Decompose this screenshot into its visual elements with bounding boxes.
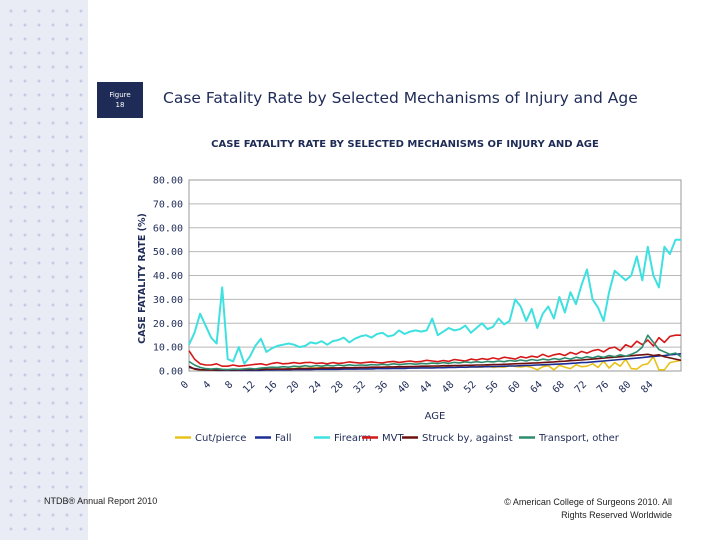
x-tick-label: 28 — [329, 379, 346, 396]
copyright-line-2: Rights Reserved Worldwide — [561, 510, 672, 520]
y-tick-label: 60.00 — [152, 223, 183, 235]
y-tick-label: 40.00 — [152, 271, 183, 282]
figure-label: Figure — [109, 91, 131, 99]
x-tick-label: 20 — [285, 379, 302, 396]
x-tick-label: 36 — [373, 379, 391, 396]
x-tick-label: 60 — [506, 379, 523, 396]
x-tick-label: 52 — [462, 379, 479, 396]
legend-label: Struck by, against — [422, 433, 513, 444]
x-tick-label: 4 — [201, 379, 214, 392]
x-tick-label: 12 — [241, 379, 258, 396]
x-axis-label: AGE — [424, 411, 446, 422]
y-tick-label: 80.00 — [152, 175, 183, 187]
footer-report-name: NTDB® Annual Report 2010 — [44, 496, 158, 506]
footer-copyright — [460, 496, 672, 522]
figure-number: 18 — [115, 101, 125, 109]
x-tick-label: 40 — [395, 379, 413, 396]
y-tick-label: 30.00 — [152, 294, 183, 306]
x-tick-label: 68 — [550, 379, 568, 396]
copyright-line-1: © American College of Surgeons 2010. All — [504, 497, 672, 507]
chart-title: CASE FATALITY RATE BY SELECTED MECHANISMS OF INJURY AND AGE — [211, 139, 599, 150]
x-tick-label: 80 — [617, 379, 634, 396]
slide-title: Case Fatality Rate by Selected Mechanisms of Injury and Age — [163, 89, 638, 107]
series-line — [189, 240, 681, 364]
x-tick-label: 72 — [572, 379, 590, 396]
legend-label: Fall — [275, 433, 292, 444]
legend-label: Firearm — [334, 433, 372, 444]
x-tick-label: 0 — [179, 379, 192, 392]
x-tick-label: 16 — [263, 379, 280, 396]
y-tick-label: 20.00 — [152, 318, 183, 330]
y-axis-label: CASE FATALITY RATE (%) — [137, 213, 148, 344]
y-tick-label: 50.00 — [152, 247, 183, 259]
legend-label: Cut/pierce — [195, 433, 247, 444]
x-tick-label: 64 — [528, 379, 545, 396]
x-tick-label: 84 — [639, 379, 656, 396]
series-line — [189, 335, 681, 366]
x-tick-label: 48 — [440, 379, 457, 396]
x-tick-label: 32 — [351, 379, 369, 396]
x-tick-label: 56 — [484, 379, 501, 396]
y-tick-label: 0.00 — [158, 366, 183, 378]
y-tick-label: 70.00 — [152, 199, 183, 211]
x-tick-label: 76 — [594, 379, 612, 396]
x-tick-label: 44 — [418, 379, 435, 396]
legend-label: MVT — [382, 433, 404, 444]
x-tick-label: 8 — [223, 379, 236, 392]
x-tick-label: 24 — [307, 379, 324, 396]
y-tick-label: 10.00 — [152, 342, 183, 354]
legend-label: Transport, other — [539, 433, 619, 444]
